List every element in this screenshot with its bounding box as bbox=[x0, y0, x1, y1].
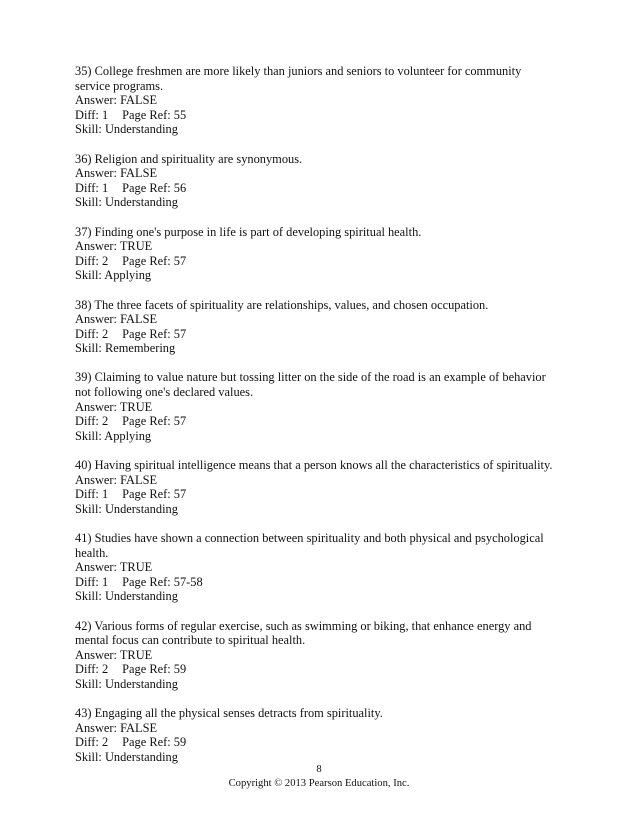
skill-line: Skill: Understanding bbox=[75, 122, 178, 137]
difficulty-value: Diff: 2 bbox=[75, 414, 109, 429]
difficulty-line bbox=[75, 735, 595, 750]
question-stem-line: mental focus can contribute to spiritual health. bbox=[75, 633, 306, 648]
question-43 bbox=[75, 706, 595, 764]
question-stem-line: health. bbox=[75, 545, 109, 560]
page-ref: Page Ref: 56 bbox=[122, 180, 187, 195]
question-list bbox=[75, 64, 595, 779]
difficulty-value: Diff: 2 bbox=[75, 735, 109, 750]
answer-line: Answer: TRUE bbox=[75, 647, 153, 662]
difficulty-line bbox=[75, 327, 595, 342]
answer-line: Answer: FALSE bbox=[75, 312, 158, 327]
difficulty-value: Diff: 1 bbox=[75, 107, 109, 122]
skill-line: Skill: Remembering bbox=[75, 341, 176, 356]
question-stem-line: not following one's declared values. bbox=[75, 385, 254, 400]
question-40 bbox=[75, 458, 595, 516]
difficulty-value: Diff: 1 bbox=[75, 180, 109, 195]
question-37 bbox=[75, 225, 595, 283]
difficulty-line bbox=[75, 414, 595, 429]
question-stem-line: 39) Claiming to value nature but tossing litter on the side of the road is an example of behavior bbox=[75, 370, 546, 385]
page-ref: Page Ref: 57 bbox=[122, 326, 187, 341]
question-stem-line: 40) Having spiritual intelligence means that a person knows all the characteristics of spirituality. bbox=[75, 458, 553, 473]
page-ref: Page Ref: 59 bbox=[122, 735, 187, 750]
page-number: 8 bbox=[316, 764, 322, 775]
page-ref: Page Ref: 59 bbox=[122, 662, 187, 677]
skill-line: Skill: Applying bbox=[75, 268, 152, 283]
answer-line: Answer: TRUE bbox=[75, 239, 153, 254]
difficulty-value: Diff: 2 bbox=[75, 662, 109, 677]
difficulty-value: Diff: 2 bbox=[75, 326, 109, 341]
page-ref: Page Ref: 57 bbox=[122, 487, 187, 502]
difficulty-line bbox=[75, 108, 595, 123]
question-stem-line: 38) The three facets of spirituality are relationships, values, and chosen occupation. bbox=[75, 297, 489, 312]
skill-line: Skill: Understanding bbox=[75, 195, 178, 210]
question-36 bbox=[75, 152, 595, 210]
question-41 bbox=[75, 531, 595, 604]
skill-line: Skill: Understanding bbox=[75, 749, 178, 764]
skill-line: Skill: Understanding bbox=[75, 676, 178, 691]
difficulty-line bbox=[75, 181, 595, 196]
question-stem-line: 41) Studies have shown a connection between spirituality and both physical and psychological bbox=[75, 531, 544, 545]
question-stem-line: 43) Engaging all the physical senses detracts from spirituality. bbox=[75, 706, 383, 721]
answer-line: Answer: FALSE bbox=[75, 472, 158, 487]
difficulty-line bbox=[75, 254, 595, 269]
page-ref: Page Ref: 57-58 bbox=[122, 574, 203, 589]
difficulty-line bbox=[75, 487, 595, 502]
question-35 bbox=[75, 64, 595, 137]
question-38 bbox=[75, 298, 595, 356]
page-ref: Page Ref: 57 bbox=[122, 414, 187, 429]
answer-line: Answer: FALSE bbox=[75, 93, 158, 108]
skill-line: Skill: Understanding bbox=[75, 501, 178, 516]
copyright-notice: Copyright © 2013 Pearson Education, Inc. bbox=[228, 778, 410, 789]
question-39 bbox=[75, 370, 595, 443]
answer-line: Answer: FALSE bbox=[75, 720, 158, 735]
difficulty-line bbox=[75, 575, 595, 590]
question-stem-line: 35) College freshmen are more likely than juniors and seniors to volunteer for community bbox=[75, 64, 522, 78]
difficulty-value: Diff: 2 bbox=[75, 253, 109, 268]
question-stem-line: 36) Religion and spirituality are synonymous. bbox=[75, 151, 303, 166]
question-stem-line: 37) Finding one's purpose in life is part of developing spiritual health. bbox=[75, 224, 422, 239]
difficulty-value: Diff: 1 bbox=[75, 487, 109, 502]
answer-line: Answer: TRUE bbox=[75, 399, 153, 414]
page-ref: Page Ref: 55 bbox=[122, 107, 187, 122]
difficulty-line bbox=[75, 662, 595, 677]
page-ref: Page Ref: 57 bbox=[122, 253, 187, 268]
answer-line: Answer: TRUE bbox=[75, 560, 153, 575]
difficulty-value: Diff: 1 bbox=[75, 574, 109, 589]
skill-line: Skill: Understanding bbox=[75, 589, 178, 604]
answer-line: Answer: FALSE bbox=[75, 166, 158, 181]
skill-line: Skill: Applying bbox=[75, 428, 152, 443]
question-stem-line: 42) Various forms of regular exercise, such as swimming or biking, that enhance energy and bbox=[75, 618, 532, 633]
question-42 bbox=[75, 619, 595, 692]
question-stem-line: service programs. bbox=[75, 78, 164, 93]
